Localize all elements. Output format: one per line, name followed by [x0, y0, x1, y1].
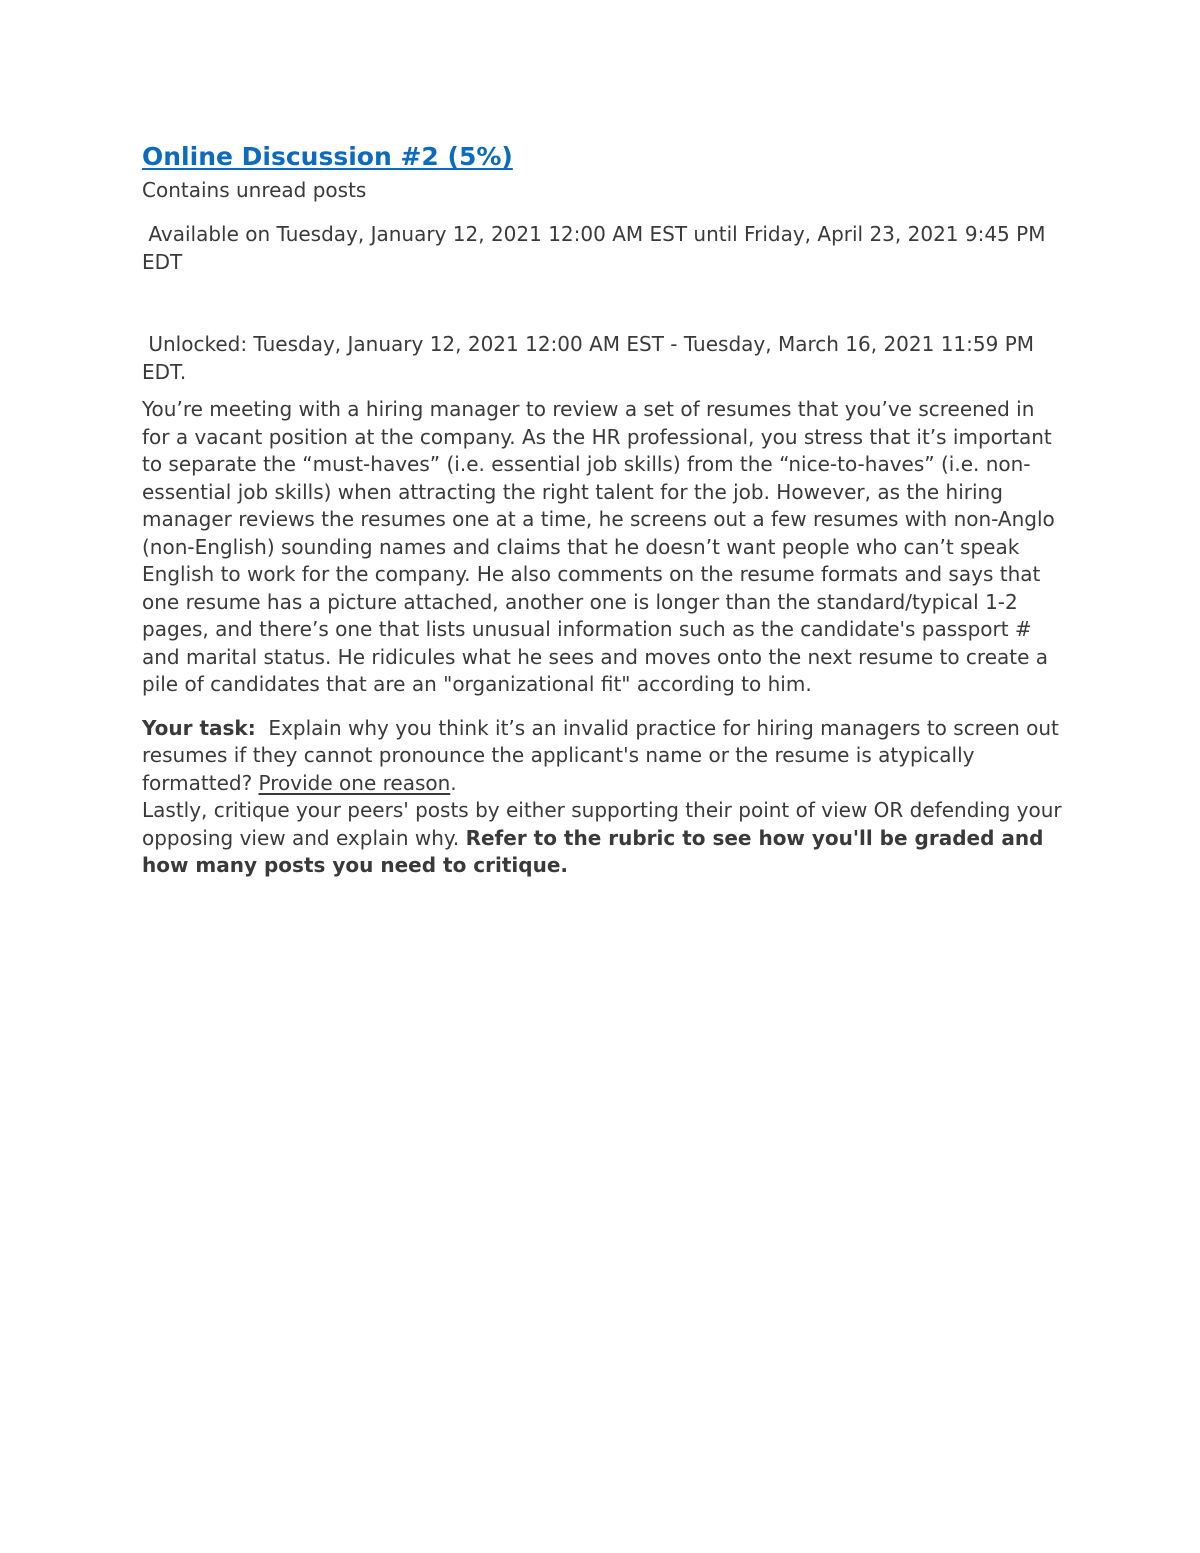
discussion-page [142, 138, 1066, 880]
task-label: Your task: [142, 715, 256, 740]
task-paragraph [142, 715, 1066, 880]
unread-status: Contains unread posts [142, 178, 367, 202]
critique-instructions: Lastly, critique your peers' posts by either supporting their point of view OR defending your opposing view and explain why. [142, 798, 1062, 850]
task-question: Explain why you think it’s an invalid practice for hiring managers to screen out resumes if they cannot pronounce the applicant's name or the resume is atypically formatted? [142, 715, 1066, 795]
availability-dates: Available on Tuesday, January 12, 2021 12:00 AM EST until Friday, April 23, 2021 9:45 PM EDT [142, 222, 1052, 274]
discussion-title-link[interactable]: Online Discussion #2 (5%) [142, 142, 513, 171]
task-period: . [450, 770, 457, 795]
discussion-header [142, 138, 1062, 204]
provide-one-reason-link[interactable]: Provide one reason [258, 770, 451, 795]
rubric-note: Refer to the rubric to see how you'll be graded and how many posts you need to critique. [142, 825, 1044, 877]
scenario-paragraph: You’re meeting with a hiring manager to review a set of resumes that you’ve screened in for a vacant position at the company. As the HR professional, you stress that it’s important to separate the “must-haves” (i.e. essential job skills) from the “nice-to-haves” (i.e. non-essential job skills) when attracting the right talent for the job. However, as the hiring manager reviews the resumes one at a time, he screens out a few resumes with non-Anglo (non-English) sounding names and claims that he doesn’t want people who can’t speak English to work for the company. He also comments on the resume formats and says that one resume has a picture attached, another one is longer than the standard/typical 1-2 pages, and there’s one that lists unusual information such as the candidate's passport # and marital status. He ridicules what he sees and moves onto the next resume to create a pile of candidates that are an "organizational fit" according to him. [142, 397, 1055, 696]
unlocked-dates: Unlocked: Tuesday, January 12, 2021 12:00 AM EST - Tuesday, March 16, 2021 11:59 PM EDT. [142, 332, 1041, 384]
